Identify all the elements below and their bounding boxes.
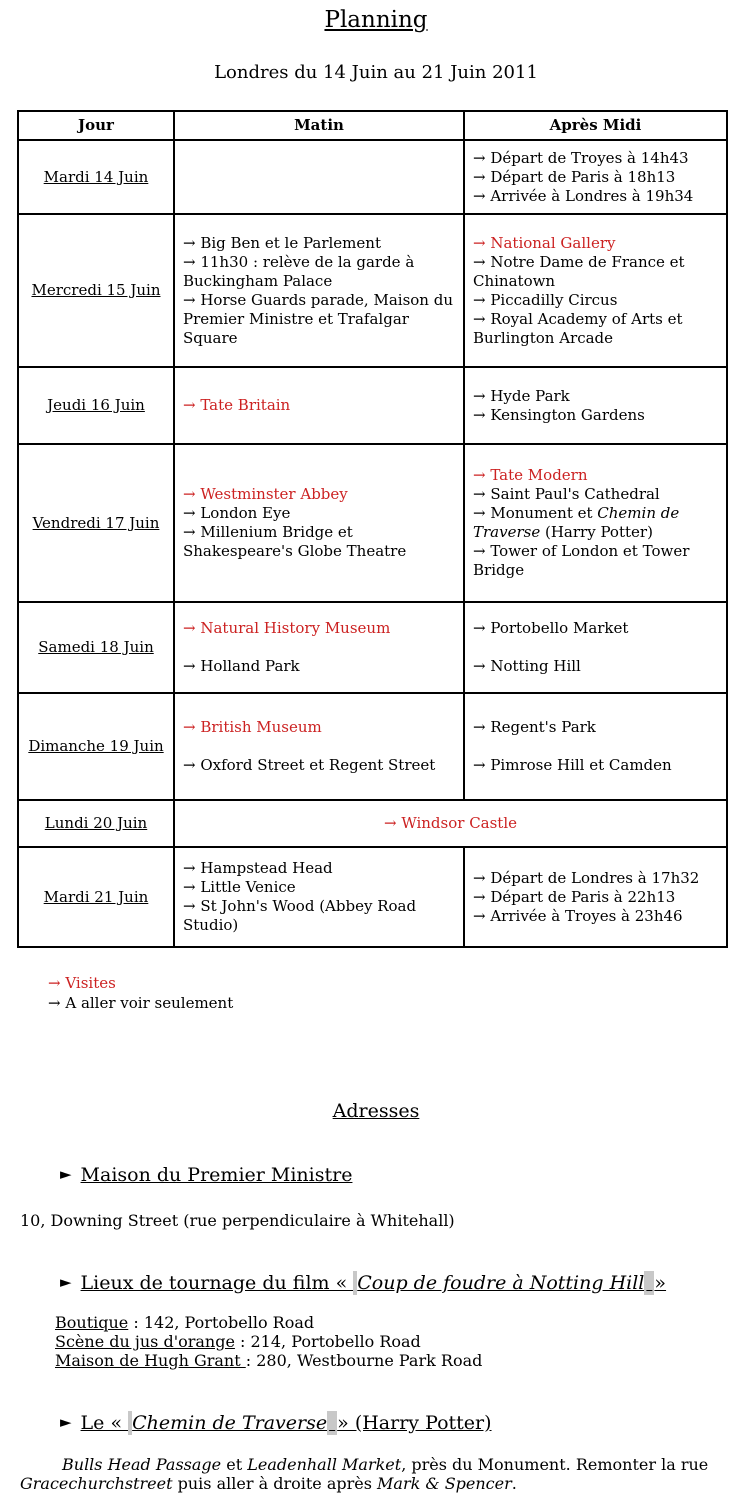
text-segment: : 142, Portobello Road: [128, 1313, 315, 1332]
addresses-sections: [18, 1164, 752, 1493]
page-title-text: Planning: [324, 7, 428, 33]
itinerary-item: [473, 310, 722, 348]
arrow-icon: →: [473, 887, 491, 906]
text-segment: Little Venice: [200, 878, 296, 896]
table-row: [18, 444, 727, 602]
text-segment: Leadenhall Market: [247, 1455, 402, 1474]
itinerary-item: [473, 888, 722, 907]
merged-cell: [174, 800, 727, 847]
arrow-icon: →: [473, 386, 491, 405]
table-row: [18, 693, 727, 800]
itinerary-item: [183, 253, 459, 291]
apres-midi-cell: [464, 847, 727, 947]
apres-midi-cell: [464, 214, 727, 367]
table-row: [18, 800, 727, 847]
column-header-jour: Jour: [18, 111, 174, 140]
itinerary-item: [183, 396, 459, 415]
triangle-bullet-icon: ►: [60, 1273, 72, 1291]
text-segment: Le «: [80, 1412, 129, 1434]
address-lines: [20, 1211, 752, 1230]
text-segment: Natural History Museum: [200, 619, 391, 637]
day-label: Vendredi 17 Juin: [32, 513, 160, 532]
table-row: [18, 140, 727, 214]
day-label: Mardi 14 Juin: [43, 167, 149, 186]
day-label: Mercredi 15 Juin: [31, 281, 161, 299]
itinerary-item: [473, 187, 722, 206]
arrow-icon: →: [473, 906, 491, 925]
arrow-icon: →: [183, 396, 201, 414]
arrow-icon: →: [183, 485, 201, 503]
itinerary-item: [183, 897, 459, 935]
itinerary-item: [183, 718, 459, 737]
itinerary-item: [473, 168, 722, 187]
text-segment: A aller voir seulement: [65, 994, 234, 1012]
day-cell: [18, 847, 174, 947]
address-line: [55, 1332, 752, 1351]
text-segment: Mark & Spencer: [377, 1474, 512, 1493]
arrow-icon: →: [473, 233, 491, 252]
itinerary-item: [473, 619, 722, 638]
matin-cell: [174, 367, 464, 444]
triangle-bullet-icon: ►: [60, 1413, 72, 1431]
address-section: [18, 1272, 752, 1370]
text-segment: , près du Monument. Remonter la rue: [401, 1455, 709, 1474]
itinerary-item: [183, 523, 459, 561]
text-segment: Départ de Londres à 17h32: [490, 868, 700, 887]
arrow-icon: →: [48, 974, 66, 992]
addresses-title: [0, 1100, 752, 1122]
arrow-icon: →: [183, 619, 201, 637]
text-segment: Hampstead Head: [200, 859, 333, 877]
itinerary-item: [473, 485, 722, 504]
day-cell: [18, 367, 174, 444]
addresses-title-text: Adresses: [332, 1100, 420, 1122]
text-segment: Horse Guards parade, Maison du Premier Ministre et Trafalgar Square: [183, 290, 453, 347]
text-segment: Bulls Head Passage: [62, 1455, 222, 1474]
text-segment: St John's Wood (Abbey Road Studio): [183, 897, 417, 934]
text-segment: Hyde Park: [490, 386, 570, 405]
text-segment: Holland Park: [200, 657, 300, 675]
arrow-icon: →: [183, 252, 201, 271]
text-segment: : 280, Westbourne Park Road: [245, 1351, 483, 1370]
text-segment: Kensington Gardens: [490, 405, 645, 424]
itinerary-item: [183, 638, 459, 657]
text-segment: Arrivée à Troyes à 23h46: [490, 906, 683, 925]
itinerary-item: [473, 504, 722, 542]
arrow-icon: →: [473, 466, 491, 484]
text-segment: Chemin de Traverse: [473, 504, 680, 541]
itinerary-item: [473, 253, 722, 291]
address-heading-text: [81, 1164, 353, 1186]
itinerary-item: [183, 737, 459, 756]
text-segment: » (Harry Potter): [337, 1412, 492, 1434]
itinerary-item: [473, 234, 722, 253]
text-segment: Maison du Premier Ministre: [80, 1164, 353, 1186]
text-segment: Départ de Paris à 18h13: [490, 167, 676, 186]
itinerary-item: [473, 907, 722, 926]
table-row: [18, 367, 727, 444]
itinerary-item: [473, 291, 722, 310]
day-label: Lundi 20 Juin: [44, 814, 148, 832]
text-segment: Chemin de Traverse: [132, 1412, 328, 1434]
legend-item: [48, 993, 752, 1013]
text-segment: Maison de Hugh Grant: [55, 1351, 246, 1370]
arrow-icon: →: [473, 504, 491, 522]
planning-table: [17, 110, 728, 948]
address-heading: [60, 1164, 752, 1186]
column-header-apres-midi: Après Midi: [464, 111, 727, 140]
text-segment: Tate Britain: [200, 396, 291, 414]
text-segment: et: [221, 1455, 248, 1474]
text-segment: 11h30 : relève de la garde à Buckingham Palace: [183, 252, 415, 290]
day-label: Dimanche 19 Juin: [28, 737, 164, 755]
address-paragraph: [20, 1455, 742, 1493]
header-row: [18, 111, 727, 140]
arrow-icon: →: [183, 718, 201, 736]
apres-midi-cell: [464, 444, 727, 602]
text-segment: National Gallery: [490, 233, 616, 252]
arrow-icon: →: [473, 542, 491, 560]
itinerary-item: [183, 291, 459, 348]
text-segment: Portobello Market: [490, 619, 629, 637]
text-segment: Westminster Abbey: [200, 485, 348, 503]
matin-cell: [174, 214, 464, 367]
text-segment: Piccadilly Circus: [490, 290, 618, 309]
text-segment: Gracechurchstreet: [20, 1474, 173, 1493]
day-cell: [18, 800, 174, 847]
legend: [48, 973, 752, 1013]
arrow-icon: →: [383, 814, 402, 832]
text-segment: 10, Downing Street (rue perpendiculaire à Whitehall): [20, 1211, 455, 1230]
table-row: [18, 602, 727, 693]
text-segment: Saint Paul's Cathedral: [490, 485, 660, 503]
text-segment: Windsor Castle: [401, 814, 518, 832]
day-label: Samedi 18 Juin: [38, 638, 154, 656]
page-title: [0, 0, 752, 33]
address-lines: [55, 1313, 752, 1370]
matin-cell: [174, 602, 464, 693]
itinerary-item: [183, 756, 459, 775]
arrow-icon: →: [183, 859, 201, 877]
apres-midi-cell: [464, 602, 727, 693]
itinerary-item: [473, 756, 722, 775]
arrow-icon: →: [183, 657, 201, 675]
arrow-icon: →: [473, 167, 491, 186]
table-row: [18, 847, 727, 947]
day-label: Jeudi 16 Juin: [47, 396, 145, 414]
address-section: [18, 1412, 752, 1493]
arrow-icon: →: [473, 252, 491, 271]
text-segment: Lieux de tournage du film «: [80, 1272, 354, 1294]
day-cell: [18, 140, 174, 214]
triangle-bullet-icon: ►: [60, 1165, 72, 1183]
text-segment: [644, 1271, 654, 1295]
text-segment: Tower of London et Tower Bridge: [473, 542, 690, 579]
apres-midi-cell: [464, 693, 727, 800]
text-segment: Notting Hill: [490, 657, 581, 675]
arrow-icon: →: [473, 485, 491, 503]
address-heading-text: [81, 1271, 667, 1295]
text-segment: Coup de foudre à Notting Hill: [357, 1272, 645, 1294]
arrow-icon: →: [473, 148, 491, 167]
itinerary-item: [473, 718, 722, 737]
address-heading: [60, 1272, 752, 1294]
text-segment: Millenium Bridge et Shakespeare's Globe Theatre: [183, 523, 407, 560]
apres-midi-cell: [464, 140, 727, 214]
address-section: [18, 1164, 752, 1230]
arrow-icon: →: [473, 309, 491, 328]
text-segment: »: [654, 1272, 667, 1294]
address-line: [20, 1211, 752, 1230]
text-segment: puis aller à droite après: [172, 1474, 378, 1493]
text-segment: British Museum: [200, 718, 322, 736]
itinerary-item: [183, 619, 459, 638]
address-line: [55, 1351, 752, 1370]
text-segment: London Eye: [200, 504, 291, 522]
matin-cell: [174, 847, 464, 947]
itinerary-item: [183, 657, 459, 676]
arrow-icon: →: [473, 186, 491, 205]
page-subtitle: Londres du 14 Juin au 21 Juin 2011: [214, 62, 538, 83]
itinerary-item: [473, 737, 722, 756]
text-segment: Oxford Street et Regent Street: [200, 756, 436, 774]
itinerary-item: [473, 466, 722, 485]
arrow-icon: →: [183, 878, 201, 896]
arrow-icon: →: [473, 756, 491, 774]
text-segment: Boutique: [55, 1313, 129, 1332]
arrow-icon: →: [473, 405, 491, 424]
day-cell: [18, 602, 174, 693]
text-segment: Pimrose Hill et Camden: [490, 756, 672, 774]
text-segment: Visites: [65, 974, 116, 992]
address-heading: [60, 1412, 752, 1434]
arrow-icon: →: [183, 756, 201, 774]
matin-cell: [174, 444, 464, 602]
arrow-icon: →: [473, 718, 491, 736]
arrow-icon: →: [473, 619, 491, 637]
itinerary-item: [473, 387, 722, 406]
day-label: Mardi 21 Juin: [43, 887, 149, 906]
arrow-icon: →: [183, 897, 201, 915]
arrow-icon: →: [183, 233, 201, 252]
text-segment: Royal Academy of Arts et Burlington Arcade: [473, 309, 683, 347]
matin-cell: [174, 140, 464, 214]
itinerary-item: [473, 542, 722, 580]
apres-midi-cell: [464, 367, 727, 444]
address-line: [55, 1313, 752, 1332]
text-segment: Notre Dame de France et Chinatown: [473, 252, 685, 290]
itinerary-item: [473, 657, 722, 676]
itinerary-item: [183, 485, 459, 504]
column-header-matin: Matin: [174, 111, 464, 140]
text-segment: [327, 1411, 337, 1435]
text-segment: Départ de Paris à 22h13: [490, 887, 676, 906]
text-segment: Arrivée à Londres à 19h34: [490, 186, 694, 205]
matin-cell: [174, 693, 464, 800]
table-row: [18, 214, 727, 367]
planning-table-header: [18, 111, 727, 140]
day-cell: [18, 693, 174, 800]
itinerary-item: [183, 504, 459, 523]
arrow-icon: →: [183, 290, 201, 309]
text-segment: Départ de Troyes à 14h43: [490, 148, 689, 167]
day-cell: [18, 444, 174, 602]
itinerary-item: [183, 234, 459, 253]
text-segment: Regent's Park: [490, 718, 596, 736]
text-segment: Monument et: [490, 504, 598, 522]
text-segment: (Harry Potter): [540, 523, 653, 541]
address-heading-text: [81, 1411, 492, 1435]
itinerary-item: [473, 149, 722, 168]
text-segment: Big Ben et le Parlement: [200, 233, 381, 252]
text-segment: .: [511, 1474, 517, 1493]
arrow-icon: →: [473, 290, 491, 309]
arrow-icon: →: [48, 994, 66, 1012]
text-segment: Scène du jus d'orange: [55, 1332, 235, 1351]
text-segment: Tate Modern: [490, 466, 588, 484]
legend-item: [48, 973, 752, 993]
arrow-icon: →: [473, 657, 491, 675]
itinerary-item: [183, 878, 459, 897]
planning-table-body: [18, 140, 727, 947]
itinerary-item: [473, 869, 722, 888]
arrow-icon: →: [473, 868, 491, 887]
day-cell: [18, 214, 174, 367]
itinerary-item: [473, 406, 722, 425]
itinerary-item: [183, 859, 459, 878]
text-segment: : 214, Portobello Road: [234, 1332, 421, 1351]
arrow-icon: →: [183, 504, 201, 522]
arrow-icon: →: [183, 523, 201, 541]
itinerary-item: [473, 638, 722, 657]
